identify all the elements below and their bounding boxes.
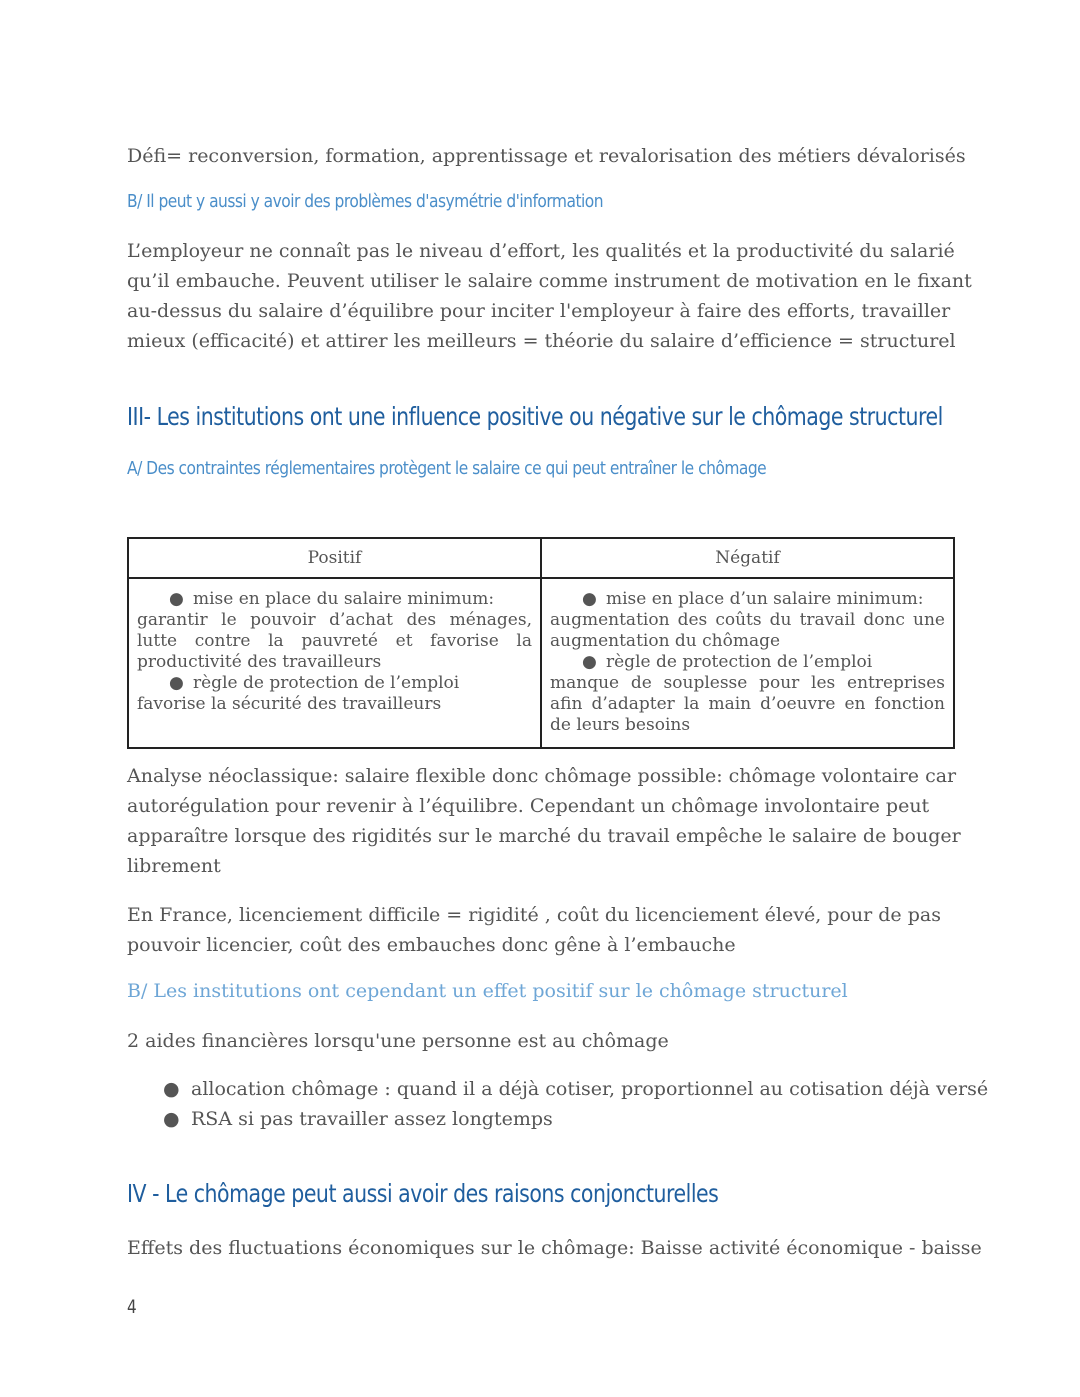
list-item [163,1074,988,1104]
bullet-list [163,1074,988,1134]
table-cell-negatif [541,578,954,748]
heading-iii: III- Les institutions ont une influence positive ou négative sur le chômage structurel [127,402,943,431]
table-header-positif: Positif [128,538,541,578]
bullet-icon: ● [582,589,597,609]
paragraph-line: mieux (efficacité) et attirer les meilleurs = théorie du salaire d’efficience = structurel [127,330,956,352]
bullet-icon: ● [169,673,184,693]
table-row [128,578,954,748]
bullet-text: mise en place du salaire minimum: [193,589,495,609]
paragraph-line: qu’il embauche. Peuvent utiliser le salaire comme instrument de motivation en le fixant [127,270,972,292]
paragraph-line: L’employeur ne connaît pas le niveau d’effort, les qualités et la productivité du salarié [127,240,955,262]
bullet-text: mise en place d’un salaire minimum: [606,589,924,609]
paragraph-aides: 2 aides financières lorsqu'une personne est au chômage [127,1030,669,1052]
cell-text: manque de souplesse pour les entreprises afin d’adapter la main d’oeuvre en fonction de leurs besoins [550,673,945,735]
heading-iv: IV - Le chômage peut aussi avoir des raisons conjoncturelles [127,1179,719,1208]
paragraph-line: autorégulation pour revenir à l’équilibre. Cependant un chômage involontaire peut [127,795,930,817]
list-item-text: allocation chômage : quand il a déjà cotiser, proportionnel au cotisation déjà versé [191,1078,989,1100]
bullet-item [550,652,945,673]
heading-b-asymetrie: B/ Il peut y aussi y avoir des problèmes d'asymétrie d'information [127,191,604,212]
bullet-icon: ● [582,652,597,672]
table-cell-positif [128,578,541,748]
table-header-negatif: Négatif [541,538,954,578]
paragraph-line: librement [127,855,221,877]
paragraph-line: Analyse néoclassique: salaire flexible donc chômage possible: chômage volontaire car [127,765,957,787]
paragraph-line: apparaître lorsque des rigidités sur le marché du travail empêche le salaire de bouger [127,825,961,847]
bullet-item [137,673,532,694]
list-item [163,1104,988,1134]
paragraph-effets: Effets des fluctuations économiques sur le chômage: Baisse activité économique - baisse [127,1237,982,1259]
paragraph-line: pouvoir licencier, coût des embauches donc gêne à l’embauche [127,934,736,956]
paragraph-defi: Défi= reconversion, formation, apprentissage et revalorisation des métiers dévalorisés [127,145,966,167]
cell-text: favorise la sécurité des travailleurs [137,694,442,714]
page-number: 4 [127,1296,137,1318]
heading-b-institutions: B/ Les institutions ont cependant un effet positif sur le chômage structurel [127,980,848,1002]
bullet-item [550,589,945,610]
comparison-table [127,537,955,749]
bullet-icon: ● [163,1078,180,1100]
paragraph-line: au-dessus du salaire d’équilibre pour inciter l'employeur à faire des efforts, travailler [127,300,951,322]
bullet-icon: ● [163,1108,180,1130]
cell-text: garantir le pouvoir d’achat des ménages, lutte contre la pauvreté et favorise la productivité des travailleurs [137,610,532,672]
bullet-text: règle de protection de l’emploi [606,652,873,672]
heading-a-contraintes: A/ Des contraintes réglementaires protègent le salaire ce qui peut entraîner le chômage [127,458,767,479]
bullet-icon: ● [169,589,184,609]
cell-text: augmentation des coûts du travail donc une augmentation du chômage [550,610,945,651]
list-item-text: RSA si pas travailler assez longtemps [191,1108,553,1130]
bullet-text: règle de protection de l’emploi [193,673,460,693]
paragraph-line: En France, licenciement difficile = rigidité , coût du licenciement élevé, pour de pas [127,904,941,926]
bullet-item [137,589,532,610]
table-header-row [128,538,954,578]
